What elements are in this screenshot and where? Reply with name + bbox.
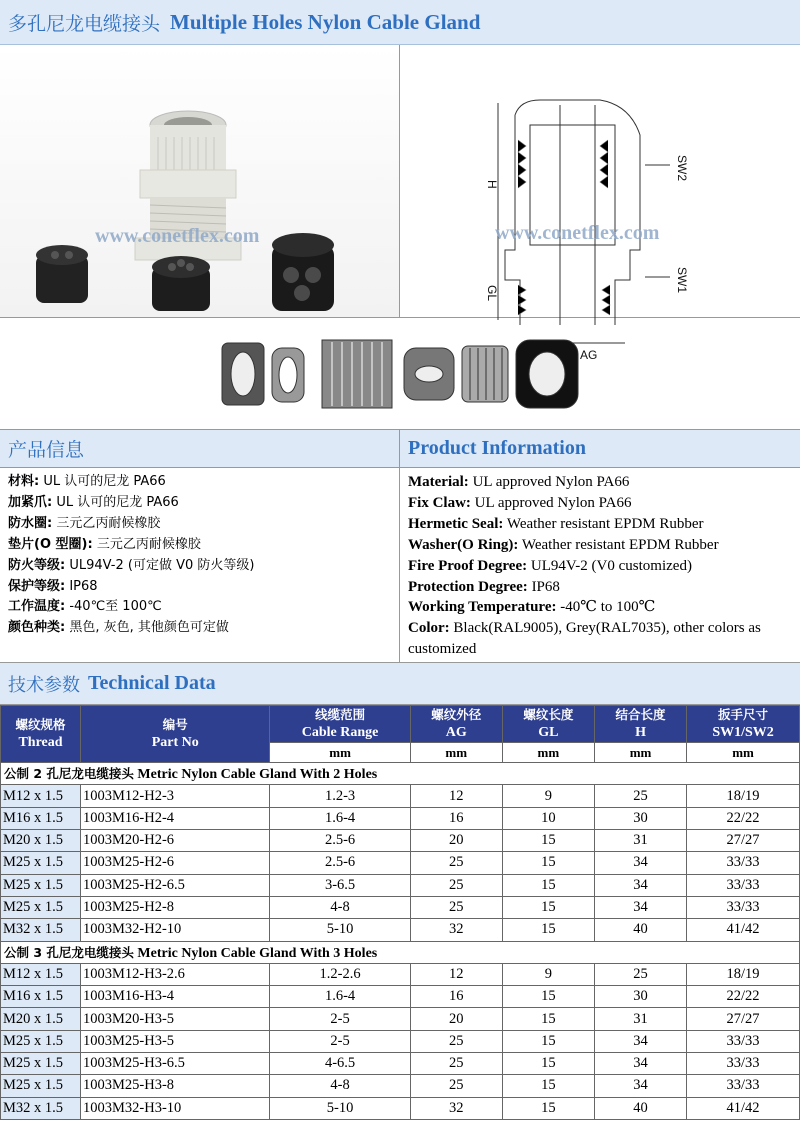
table-cell: 34 xyxy=(594,1075,686,1097)
table-cell: M25 x 1.5 xyxy=(1,1053,81,1075)
column-header-cn: 结合长度 xyxy=(615,707,666,723)
dim-gl-label: GL xyxy=(485,285,499,302)
group-row xyxy=(1,763,800,785)
table-cell: M25 x 1.5 xyxy=(1,852,81,874)
info-row xyxy=(408,577,794,598)
table-cell: 32 xyxy=(410,1097,502,1119)
table-cell: 15 xyxy=(502,1053,594,1075)
info-row xyxy=(8,618,393,639)
table-row xyxy=(1,874,800,896)
info-row xyxy=(408,514,794,535)
table-cell: 33/33 xyxy=(687,1075,800,1097)
info-value: UL 认可的尼龙 PA66 xyxy=(56,494,179,510)
info-value: 三元乙丙耐候橡胶 xyxy=(96,536,201,552)
table-cell: 22/22 xyxy=(687,986,800,1008)
technical-heading-cn: 技术参数 xyxy=(8,674,80,696)
table-cell: M25 x 1.5 xyxy=(1,896,81,918)
table-cell: M20 x 1.5 xyxy=(1,830,81,852)
info-label: Hermetic Seal: xyxy=(408,515,504,532)
table-cell: 1003M25-H3-5 xyxy=(81,1030,270,1052)
table-cell: 15 xyxy=(502,919,594,941)
column-header xyxy=(594,706,686,743)
table-cell: 41/42 xyxy=(687,1097,800,1119)
info-value: UL approved Nylon PA66 xyxy=(472,474,630,490)
group-title-en: Metric Nylon Cable Gland With 3 Holes xyxy=(137,945,378,961)
technical-heading-en: Technical Data xyxy=(88,672,216,695)
table-cell: 30 xyxy=(594,807,686,829)
group-title-en: Metric Nylon Cable Gland With 2 Holes xyxy=(137,767,378,783)
table-cell: 33/33 xyxy=(687,1030,800,1052)
info-value: IP68 xyxy=(531,578,560,595)
info-row xyxy=(408,535,794,556)
table-cell: 3-6.5 xyxy=(270,874,410,896)
page-title-en: Multiple Holes Nylon Cable Gland xyxy=(170,9,481,34)
table-cell: 9 xyxy=(502,785,594,807)
table-cell: M32 x 1.5 xyxy=(1,1097,81,1119)
dim-sw1-label: SW1 xyxy=(675,267,689,294)
table-cell: 27/27 xyxy=(687,1008,800,1030)
table-cell: 1003M16-H3-4 xyxy=(81,986,270,1008)
info-value: UL94V-2 (V0 customized) xyxy=(530,557,692,574)
technical-data-table xyxy=(0,705,800,1120)
info-label: 加紧爪: xyxy=(8,494,53,510)
product-info-en-list xyxy=(400,468,800,662)
table-cell: 15 xyxy=(502,1097,594,1119)
table-cell: 1003M25-H3-8 xyxy=(81,1075,270,1097)
table-cell: 34 xyxy=(594,852,686,874)
table-cell: 15 xyxy=(502,1030,594,1052)
technical-drawing xyxy=(400,45,800,362)
column-header-cn: 螺纹外径 xyxy=(431,707,482,723)
column-header-cn: 编号 xyxy=(162,717,188,733)
info-row xyxy=(8,514,393,535)
table-cell: 1.6-4 xyxy=(270,807,410,829)
info-value: IP68 xyxy=(69,578,98,594)
info-value: UL 认可的尼龙 PA66 xyxy=(43,474,166,489)
table-row xyxy=(1,785,800,807)
info-label: 防水圈: xyxy=(8,515,53,531)
table-row xyxy=(1,896,800,918)
table-cell: 1003M20-H3-5 xyxy=(81,1008,270,1030)
table-cell: 34 xyxy=(594,1053,686,1075)
info-label: Working Temperature: xyxy=(408,599,557,616)
column-unit: mm xyxy=(270,743,410,763)
group-title xyxy=(1,763,800,785)
table-cell: M16 x 1.5 xyxy=(1,807,81,829)
table-row xyxy=(1,852,800,874)
column-header-en: Cable Range xyxy=(301,725,379,741)
table-cell: 1003M32-H3-10 xyxy=(81,1097,270,1119)
product-info-en-heading: Product Information xyxy=(400,430,800,468)
table-cell: 2-5 xyxy=(270,1008,410,1030)
info-value: UL approved Nylon PA66 xyxy=(474,494,632,511)
table-cell: 1003M32-H2-10 xyxy=(81,919,270,941)
table-cell: 15 xyxy=(502,896,594,918)
table-cell: 25 xyxy=(594,963,686,985)
info-value: -40℃ to 100℃ xyxy=(560,599,656,616)
table-cell: 4-8 xyxy=(270,896,410,918)
column-header-en: H xyxy=(635,725,646,741)
table-cell: 20 xyxy=(410,1008,502,1030)
table-row xyxy=(1,1053,800,1075)
table-cell: 25 xyxy=(410,852,502,874)
column-unit: mm xyxy=(594,743,686,763)
table-cell: 33/33 xyxy=(687,852,800,874)
column-header-cn: 线缆范围 xyxy=(315,707,366,723)
info-row xyxy=(8,597,393,618)
table-row xyxy=(1,1097,800,1119)
table-cell: 1.2-2.6 xyxy=(270,963,410,985)
table-row xyxy=(1,1075,800,1097)
table-cell: M12 x 1.5 xyxy=(1,785,81,807)
info-row xyxy=(8,556,393,577)
table-cell: 34 xyxy=(594,1030,686,1052)
table-cell: M16 x 1.5 xyxy=(1,986,81,1008)
table-cell: 32 xyxy=(410,919,502,941)
table-row xyxy=(1,1030,800,1052)
info-value: 黑色, 灰色, 其他颜色可定做 xyxy=(69,620,229,636)
technical-data-heading xyxy=(0,663,800,705)
column-unit: mm xyxy=(502,743,594,763)
table-cell: M25 x 1.5 xyxy=(1,874,81,896)
group-row xyxy=(1,941,800,963)
column-header xyxy=(270,706,410,743)
table-cell: 25 xyxy=(594,785,686,807)
table-cell: 5-10 xyxy=(270,1097,410,1119)
table-cell: 25 xyxy=(410,1075,502,1097)
table-cell: 1003M12-H3-2.6 xyxy=(81,963,270,985)
info-label: Material: xyxy=(408,474,469,490)
info-label: Washer(O Ring): xyxy=(408,536,519,553)
table-cell: 1003M25-H2-6 xyxy=(81,852,270,874)
table-cell: M25 x 1.5 xyxy=(1,1030,81,1052)
dim-h-label: H xyxy=(485,180,499,189)
group-title-cn: 公制 2 孔尼龙电缆接头 xyxy=(4,766,134,782)
table-cell: 25 xyxy=(410,1030,502,1052)
info-label: 垫片(O 型圈): xyxy=(8,536,93,552)
product-images xyxy=(0,45,800,362)
table-cell: 33/33 xyxy=(687,1053,800,1075)
column-header-en: Thread xyxy=(18,735,63,751)
table-cell: 15 xyxy=(502,1075,594,1097)
table-cell: 40 xyxy=(594,1097,686,1119)
table-row xyxy=(1,919,800,941)
product-info-cn xyxy=(0,430,400,662)
table-cell: 12 xyxy=(410,963,502,985)
table-row xyxy=(1,986,800,1008)
column-unit: mm xyxy=(687,743,800,763)
table-cell: 22/22 xyxy=(687,807,800,829)
table-cell: 33/33 xyxy=(687,874,800,896)
table-cell: 15 xyxy=(502,986,594,1008)
table-row xyxy=(1,830,800,852)
table-cell: 2.5-6 xyxy=(270,852,410,874)
info-value: -40℃至 100℃ xyxy=(69,599,162,615)
info-row xyxy=(408,472,794,493)
group-title xyxy=(1,941,800,963)
dim-sw2-label: SW2 xyxy=(675,155,689,182)
info-label: 颜色种类: xyxy=(8,620,66,636)
column-header-en: Part No xyxy=(151,735,199,751)
table-cell: 10 xyxy=(502,807,594,829)
info-row xyxy=(408,556,794,577)
info-label: 防火等级: xyxy=(8,557,66,573)
table-cell: 33/33 xyxy=(687,896,800,918)
column-header xyxy=(81,706,270,763)
table-cell: 2-5 xyxy=(270,1030,410,1052)
table-cell: 16 xyxy=(410,986,502,1008)
table-cell: M12 x 1.5 xyxy=(1,963,81,985)
table-cell: 1003M20-H2-6 xyxy=(81,830,270,852)
group-title-cn: 公制 3 孔尼龙电缆接头 xyxy=(4,944,134,960)
column-header-en: GL xyxy=(538,725,559,741)
table-cell: 4-6.5 xyxy=(270,1053,410,1075)
info-row xyxy=(408,618,794,660)
info-value: Black(RAL9005), Grey(RAL7035), other colors as customized xyxy=(408,620,761,658)
table-cell: 31 xyxy=(594,830,686,852)
table-cell: 18/19 xyxy=(687,785,800,807)
table-cell: 25 xyxy=(410,896,502,918)
column-header-cn: 螺纹长度 xyxy=(523,707,574,723)
column-header xyxy=(687,706,800,743)
column-unit: mm xyxy=(410,743,502,763)
info-label: Color: xyxy=(408,620,450,637)
product-info-section xyxy=(0,430,800,663)
product-info-cn-list xyxy=(0,468,399,641)
table-row xyxy=(1,1008,800,1030)
product-info-en xyxy=(400,430,800,662)
table-cell: 16 xyxy=(410,807,502,829)
page-header xyxy=(0,0,800,45)
table-cell: M32 x 1.5 xyxy=(1,919,81,941)
info-value: Weather resistant EPDM Rubber xyxy=(521,536,719,553)
product-info-cn-heading: 产品信息 xyxy=(0,430,399,468)
column-header xyxy=(502,706,594,743)
info-label: Fire Proof Degree: xyxy=(408,557,528,574)
table-cell: 25 xyxy=(410,874,502,896)
column-header-cn: 扳手尺寸 xyxy=(718,707,769,723)
table-header-row xyxy=(1,706,800,743)
info-label: 材料: xyxy=(8,474,40,489)
info-value: UL94V-2 (可定做 V0 防火等级) xyxy=(69,557,255,573)
table-row xyxy=(1,807,800,829)
info-label: 工作温度: xyxy=(8,599,66,615)
page-title-cn: 多孔尼龙电缆接头 xyxy=(8,12,161,35)
exploded-parts-image xyxy=(0,318,800,430)
gland-parts-illustration xyxy=(0,318,800,430)
cable-gland-photo xyxy=(0,45,400,318)
table-cell: 20 xyxy=(410,830,502,852)
info-row xyxy=(8,535,393,556)
table-cell: M20 x 1.5 xyxy=(1,1008,81,1030)
table-cell: 18/19 xyxy=(687,963,800,985)
table-cell: 12 xyxy=(410,785,502,807)
table-cell: 5-10 xyxy=(270,919,410,941)
column-header-en: AG xyxy=(445,725,467,741)
info-row xyxy=(408,493,794,514)
table-cell: 9 xyxy=(502,963,594,985)
column-header xyxy=(1,706,81,763)
info-row xyxy=(8,472,393,493)
table-cell: 40 xyxy=(594,919,686,941)
info-row xyxy=(408,597,794,618)
table-cell: 4-8 xyxy=(270,1075,410,1097)
dim-ag-label: AG xyxy=(580,348,598,362)
table-cell: 2.5-6 xyxy=(270,830,410,852)
table-cell: 27/27 xyxy=(687,830,800,852)
watermark-right: www.conetflex.com xyxy=(495,222,660,244)
table-cell: 30 xyxy=(594,986,686,1008)
table-cell: 1003M25-H3-6.5 xyxy=(81,1053,270,1075)
table-cell: 31 xyxy=(594,1008,686,1030)
table-cell: 1003M25-H2-8 xyxy=(81,896,270,918)
info-label: Protection Degree: xyxy=(408,578,528,595)
table-cell: 34 xyxy=(594,874,686,896)
table-cell: 15 xyxy=(502,874,594,896)
table-cell: 1003M12-H2-3 xyxy=(81,785,270,807)
table-cell: 1003M16-H2-4 xyxy=(81,807,270,829)
cross-section-drawing xyxy=(400,45,800,362)
table-cell: 25 xyxy=(410,1053,502,1075)
table-cell: 41/42 xyxy=(687,919,800,941)
table-cell: 34 xyxy=(594,896,686,918)
watermark-left: www.conetflex.com xyxy=(95,225,260,247)
table-cell: 1.2-3 xyxy=(270,785,410,807)
table-cell: 15 xyxy=(502,1008,594,1030)
column-header xyxy=(410,706,502,743)
info-row xyxy=(8,493,393,514)
info-value: 三元乙丙耐候橡胶 xyxy=(56,515,161,531)
column-header-cn: 螺纹规格 xyxy=(15,717,66,733)
table-row xyxy=(1,963,800,985)
table-cell: 15 xyxy=(502,852,594,874)
info-row xyxy=(8,577,393,598)
info-label: Fix Claw: xyxy=(408,494,471,511)
info-label: 保护等级: xyxy=(8,578,66,594)
table-cell: 1.6-4 xyxy=(270,986,410,1008)
table-cell: 15 xyxy=(502,830,594,852)
column-header-en: SW1/SW2 xyxy=(712,725,774,741)
table-cell: 1003M25-H2-6.5 xyxy=(81,874,270,896)
table-cell: M25 x 1.5 xyxy=(1,1075,81,1097)
info-value: Weather resistant EPDM Rubber xyxy=(506,515,704,532)
product-photo xyxy=(0,45,400,317)
